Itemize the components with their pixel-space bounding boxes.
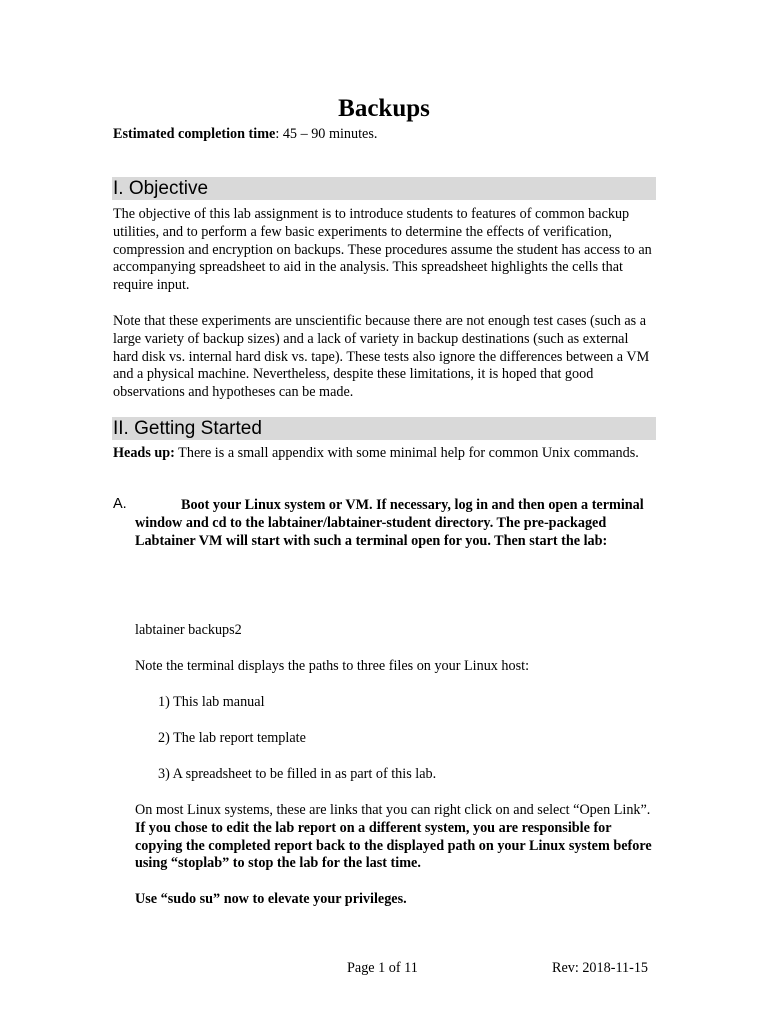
objective-paragraph-2: Note that these experiments are unscientific because there are not enough test cases (such as a large variety of backup sizes) and a lack of variety in backup destinations (such as external hard disk vs. internal hard disk vs. tape). These tests also ignore the differences between a VM and a physical machine. Nevertheless, despite these limitations, it is hoped that good observations and hypotheses can be made.	[113, 313, 650, 401]
list-item-lab-manual: 1) This lab manual	[158, 694, 265, 710]
estimated-time	[113, 126, 656, 144]
links-note-text: On most Linux systems, these are links that you can right click on and select “Open Link”.	[135, 802, 651, 818]
sudo-instruction	[135, 891, 656, 909]
estimated-time-value: : 45 – 90 minutes.	[275, 126, 378, 142]
section-heading-getting-started: II. Getting Started	[112, 417, 656, 440]
section-heading-objective: I. Objective	[112, 177, 656, 200]
list-item-report-template: 2) The lab report template	[158, 730, 306, 746]
footer-revision: Rev: 2018-11-15	[552, 960, 649, 976]
heads-up-note	[113, 445, 656, 463]
heads-up-text: There is a small appendix with some minimal help for common Unix commands.	[174, 445, 639, 461]
document-title: Backups	[338, 95, 430, 122]
objective-paragraph-1: The objective of this lab assignment is to introduce students to features of common backup utilities, and to perform a few basic experiments to determine the effects of verification, compression and encryption on backups. These procedures assume the student has access to an accompanying spreadsheet to aid in the analysis. This spreadsheet highlights the cells that require input.	[113, 206, 652, 294]
step-a-text	[135, 497, 656, 550]
step-a-letter: A.	[113, 496, 127, 512]
sudo-instruction-text: Use “sudo su” now to elevate your privileges.	[135, 891, 407, 907]
estimated-time-label: Estimated completion time	[113, 126, 276, 142]
step-a-instructions: Boot your Linux system or VM. If necessary, log in and then open a terminal window and cd to the labtainer/labtainer-student directory. The pre-packaged Labtainer VM will start with such a terminal open for you. Then start the lab:	[135, 497, 644, 549]
list-item-spreadsheet: 3) A spreadsheet to be filled in as part of this lab.	[158, 766, 437, 782]
links-note	[135, 802, 656, 873]
terminal-note: Note the terminal displays the paths to three files on your Linux host:	[135, 658, 530, 674]
heads-up-label: Heads up:	[113, 445, 175, 461]
links-note-warning: If you chose to edit the lab report on a different system, you are responsible for copying the completed report back to the displayed path on your Linux system before using “stoplab” to stop the lab for the last time.	[135, 819, 652, 872]
footer-page-number: Page 1 of 11	[347, 960, 418, 976]
command-text: labtainer backups2	[135, 622, 242, 638]
